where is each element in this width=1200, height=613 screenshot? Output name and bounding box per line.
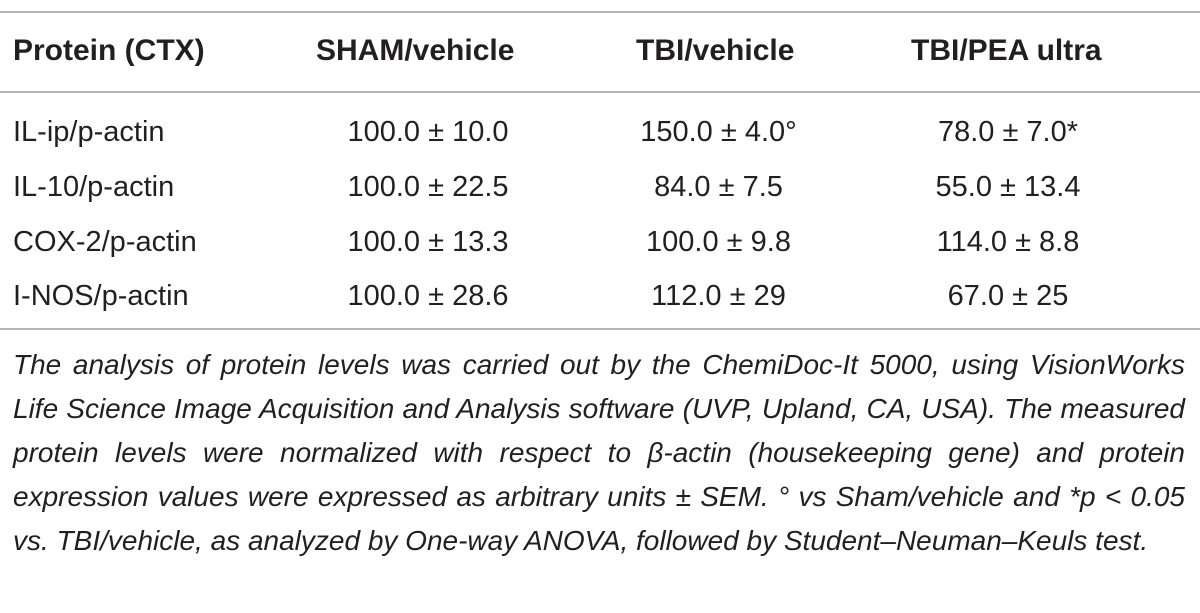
row-label: I-NOS/p-actin [13, 280, 189, 312]
pea-value: 55.0 ± 13.4 [935, 171, 1081, 203]
table-row [0, 106, 1200, 158]
row-label: COX-2/p-actin [13, 226, 197, 258]
top-rule [0, 11, 1200, 13]
bottom-rule [0, 328, 1200, 330]
header-tbi-vehicle: TBI/vehicle [636, 34, 795, 67]
table-row [0, 161, 1200, 213]
table-row [0, 216, 1200, 268]
sham-value: 100.0 ± 28.6 [347, 280, 509, 312]
pea-value: 78.0 ± 7.0* [937, 116, 1079, 148]
tbi-value: 84.0 ± 7.5 [654, 171, 783, 203]
tbi-value: 150.0 ± 4.0° [640, 116, 797, 148]
table-footnote: The analysis of protein levels was carried out by the ChemiDoc-It 5000, using VisionWorks Life Science Image Acquisition and Analysis software (UVP, Upland, CA, USA). The measured protein levels were normalized with respect to β-actin (housekeeping gene) and protein expression values were expressed as arbitrary units ± SEM. ° vs Sham/vehicle and *p < 0.05 vs. TBI/vehicle, as analyzed by One-way ANOVA, followed by Student–Neuman–Keuls test. [13, 349, 1185, 556]
sham-value: 100.0 ± 13.3 [347, 226, 509, 258]
tbi-value: 100.0 ± 9.8 [646, 226, 791, 258]
sham-value: 100.0 ± 22.5 [347, 171, 509, 203]
header-sham-vehicle: SHAM/vehicle [316, 34, 515, 67]
header-rule [0, 91, 1200, 93]
sham-value: 100.0 ± 10.0 [347, 116, 509, 148]
tbi-value: 112.0 ± 29 [651, 280, 786, 312]
table-row [0, 270, 1200, 322]
header-tbi-pea-ultra: TBI/PEA ultra [911, 34, 1102, 67]
row-label: IL-ip/p-actin [13, 116, 165, 148]
table-header-row [0, 25, 1200, 77]
row-label: IL-10/p-actin [13, 171, 175, 203]
pea-value: 67.0 ± 25 [947, 280, 1069, 312]
pea-value: 114.0 ± 8.8 [936, 226, 1080, 258]
header-protein: Protein (CTX) [13, 34, 205, 67]
